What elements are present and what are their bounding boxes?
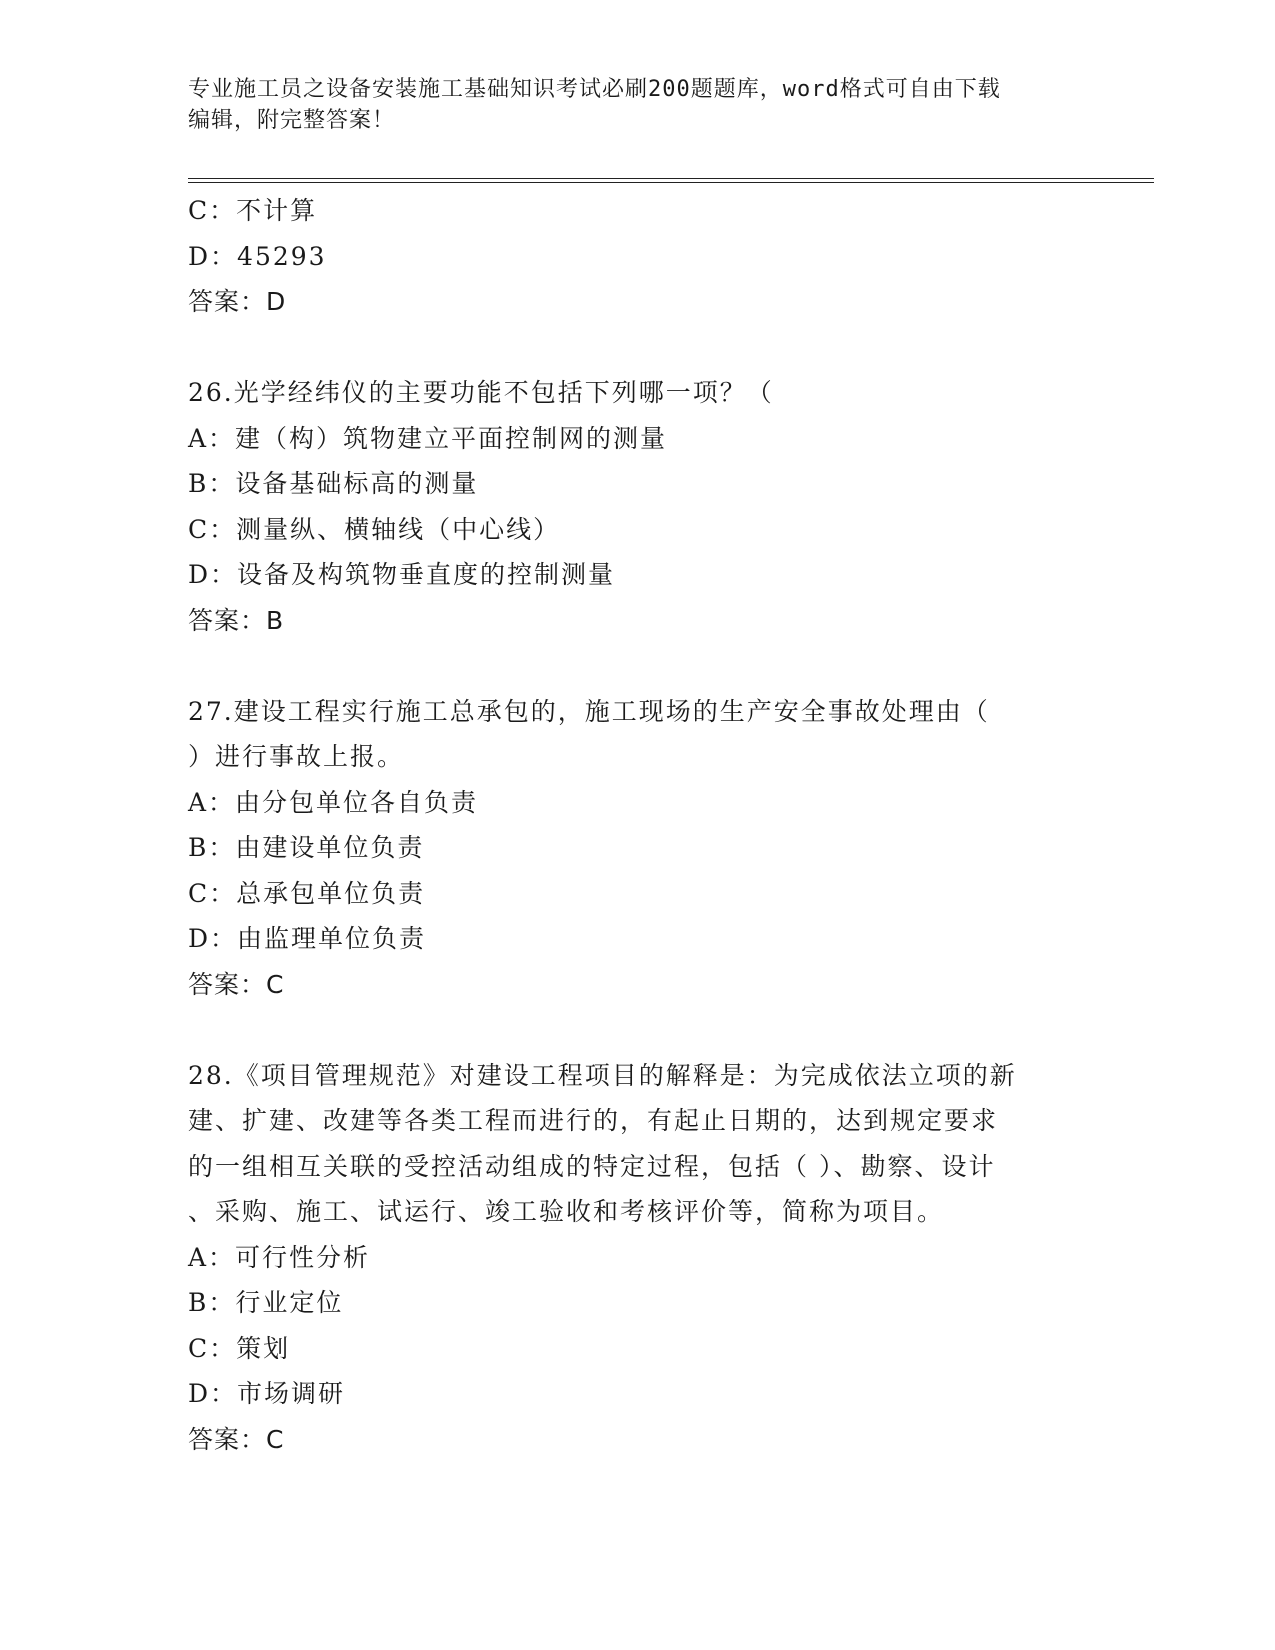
spacer <box>188 643 1088 689</box>
question-list <box>188 188 1088 1462</box>
question-28-stem-line-1: 28.《项目管理规范》对建设工程项目的解释是：为完成依法立项的新 <box>188 1060 1017 1090</box>
question-28 <box>188 1053 1088 1463</box>
question-28-stem-line-2: 建、扩建、改建等各类工程而进行的，有起止日期的，达到规定要求 <box>188 1106 999 1135</box>
question-28-answer: 答案：C <box>188 1424 285 1454</box>
header-divider-bottom <box>188 182 1154 183</box>
question-28-option-d: D：市场调研 <box>188 1379 346 1408</box>
header-title-line-2: 编辑，附完整答案！ <box>188 108 396 133</box>
question-26 <box>188 370 1088 643</box>
question-27-option-d: D：由监理单位负责 <box>188 924 427 953</box>
spacer <box>188 1007 1088 1053</box>
question-26-option-d: D：设备及构筑物垂直度的控制测量 <box>188 560 616 589</box>
question-27-answer: 答案：C <box>188 969 285 999</box>
question-27 <box>188 689 1088 1008</box>
question-27-stem-line-1: 27.建设工程实行施工总承包的，施工现场的生产安全事故处理由（ <box>188 696 990 726</box>
question-27-option-c: C：总承包单位负责 <box>188 878 426 908</box>
document-header <box>188 74 1088 136</box>
question-28-stem-line-3: 的一组相互关联的受控活动组成的特定过程，包括（ ）、勘察、设计 <box>188 1151 996 1181</box>
question-28-option-b: B：行业定位 <box>188 1288 344 1317</box>
question-25-answer: 答案：D <box>188 287 287 316</box>
question-27-stem-line-2: ）进行事故上报。 <box>188 742 405 771</box>
question-26-option-c: C：测量纵、横轴线（中心线） <box>188 514 561 544</box>
question-28-option-c: C：策划 <box>188 1333 291 1363</box>
question-25 <box>188 188 1088 325</box>
question-25-option-c: C：不计算 <box>188 196 318 225</box>
question-27-option-a: A：由分包单位各自负责 <box>188 787 479 817</box>
question-26-option-a: A：建（构）筑物建立平面控制网的测量 <box>188 423 668 453</box>
question-25-option-d: D：45293 <box>188 241 327 271</box>
question-28-stem-line-4: 、采购、施工、试运行、竣工验收和考核评价等，简称为项目。 <box>188 1197 945 1226</box>
question-26-option-b: B：设备基础标高的测量 <box>188 469 479 498</box>
header-divider-top <box>188 178 1154 179</box>
question-26-stem: 26.光学经纬仪的主要功能不包括下列哪一项？（ <box>188 378 774 407</box>
question-28-option-a: A：可行性分析 <box>188 1242 371 1272</box>
header-title-line-1: 专业施工员之设备安装施工基础知识考试必刷200题题库，word格式可自由下载 <box>188 77 1001 102</box>
question-26-answer: 答案：B <box>188 605 285 635</box>
spacer <box>188 325 1088 371</box>
question-27-option-b: B：由建设单位负责 <box>188 833 425 862</box>
